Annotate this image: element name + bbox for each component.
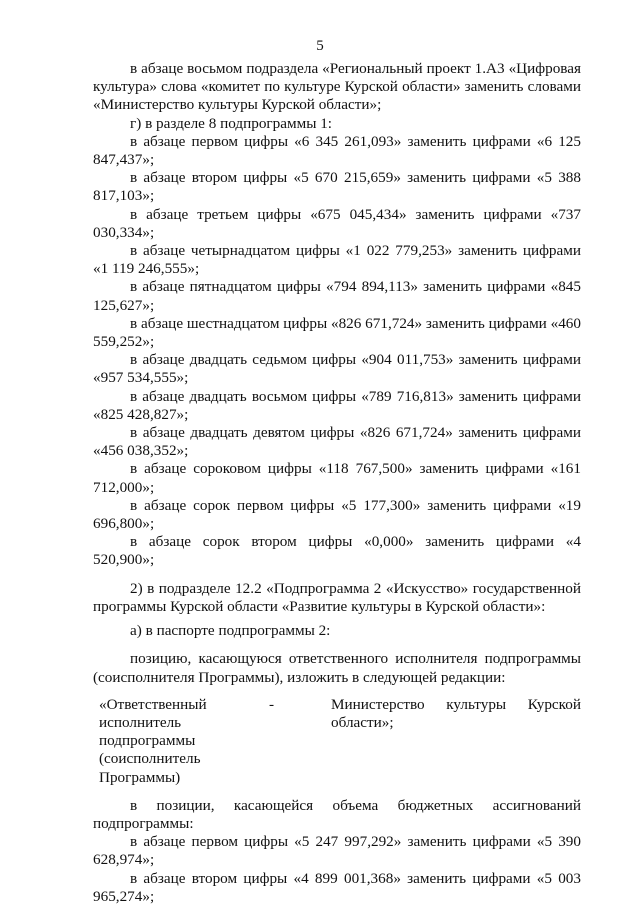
responsible-executor-block [93, 696, 581, 787]
paragraph: в абзаце восьмом подраздела «Региональный проект 1.А3 «Цифровая культура» слова «комитет по культуре Курской области» заменить словами «Министерство культуры Курской области»; [93, 60, 581, 114]
paragraph: в абзаце втором цифры «5 670 215,659» заменить цифрами «5 388 817,103»; [93, 169, 581, 205]
page-number: 5 [316, 38, 324, 54]
paragraph: в абзаце первом цифры «5 247 997,292» заменить цифрами «5 390 628,974»; [93, 833, 581, 869]
paragraph: в абзаце двадцать восьмом цифры «789 716,813» заменить цифрами «825 428,827»; [93, 387, 581, 423]
paragraph: в абзаце сорок первом цифры «5 177,300» заменить цифрами «19 696,800»; [93, 496, 581, 533]
paragraph: в абзаце третьем цифры «675 045,434» заменить цифрами «737 030,334»; [93, 205, 581, 241]
paragraph: в позиции, касающейся объема бюджетных ассигнований подпрограммы: [93, 796, 581, 832]
responsible-executor-label: «Ответственный исполнитель подпрограммы (соисполнитель Программы) [99, 695, 207, 786]
paragraph: 2) в подразделе 12.2 «Подпрограмма 2 «Искусство» государственной программы Курской области «Развитие культуры в Курской области»: [93, 579, 581, 615]
responsible-executor-value: Министерство культуры Курской области»; [331, 695, 581, 731]
paragraph: в абзаце сорок втором цифры «0,000» заменить цифрами «4 520,900»; [93, 533, 581, 569]
paragraph: в абзаце первом цифры «6 345 261,093» заменить цифрами «6 125 847,437»; [93, 132, 581, 169]
paragraph: г) в разделе 8 подпрограммы 1: [130, 114, 333, 132]
paragraph: в абзаце шестнадцатом цифры «826 671,724» заменить цифрами «460 559,252»; [93, 314, 581, 351]
paragraph: в абзаце двадцать седьмом цифры «904 011,753» заменить цифрами «957 534,555»; [93, 351, 581, 387]
paragraph: в абзаце втором цифры «4 899 001,368» заменить цифрами «5 003 965,274»; [93, 869, 581, 905]
paragraph: в абзаце сороковом цифры «118 767,500» заменить цифрами «161 712,000»; [93, 460, 581, 496]
dash-separator: - [269, 695, 275, 713]
paragraph: а) в паспорте подпрограммы 2: [130, 622, 331, 640]
document-body [93, 60, 581, 906]
paragraph: позицию, касающуюся ответственного исполнителя подпрограммы (соисполнителя Программы), изложить в следующей редакции: [93, 650, 581, 686]
paragraph: в абзаце пятнадцатом цифры «794 894,113» заменить цифрами «845 125,627»; [93, 278, 581, 314]
paragraph: в абзаце двадцать девятом цифры «826 671,724» заменить цифрами «456 038,352»; [93, 424, 581, 460]
paragraph: в абзаце четырнадцатом цифры «1 022 779,253» заменить цифрами «1 119 246,555»; [93, 242, 581, 278]
